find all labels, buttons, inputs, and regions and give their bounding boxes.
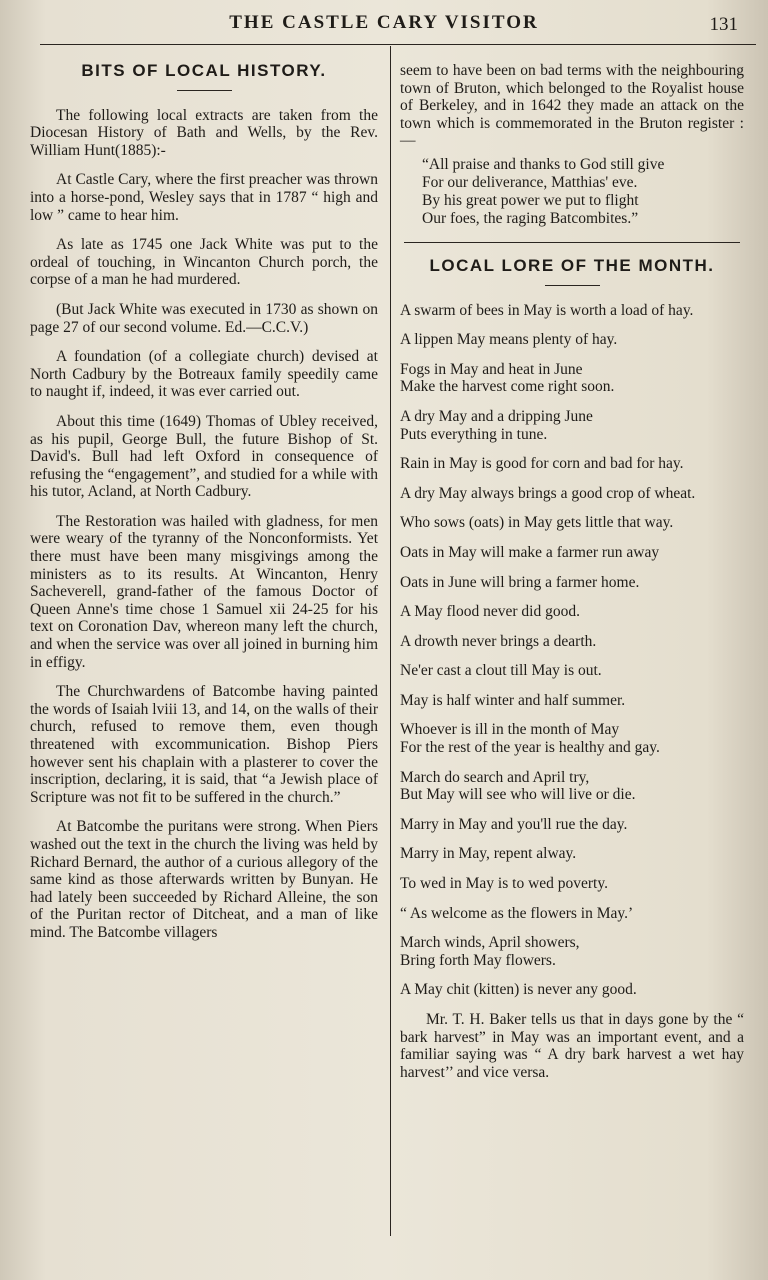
- lore-line: March winds, April showers,: [400, 934, 580, 952]
- lore-line: “ As welcome as the flowers in May.’: [400, 904, 634, 922]
- lore-line: For the rest of the year is healthy and gay.: [400, 739, 660, 757]
- lore-line: Marry in May, repent alway.: [400, 845, 577, 863]
- history-paragraph: The following local extracts are taken from the Diocesan History of Bath and Wells, by the Rev. William Hunt(1885):-: [30, 106, 378, 159]
- lore-saying: [400, 845, 744, 863]
- lore-line: Oats in May will make a farmer run away: [400, 543, 660, 561]
- history-continuation: seem to have been on bad terms with the neighbouring town of Bruton, which belonged to the Royalist house of Berkeley, and in 1642 they made an attack on the town which is commemorated in the Bruton register :—: [400, 62, 744, 150]
- lore-saying: [400, 875, 744, 893]
- lore-saying: [400, 361, 744, 396]
- lore-line: A drowth never brings a dearth.: [400, 632, 597, 650]
- lore-saying: [400, 633, 744, 651]
- lore-line: A May flood never did good.: [400, 603, 580, 621]
- publication-title: THE CASTLE CARY VISITOR: [229, 12, 539, 33]
- lore-line: A dry May always brings a good crop of wheat.: [400, 484, 696, 502]
- verse-line: Our foes, the raging Batcombites.”: [422, 209, 639, 227]
- lore-line: A May chit (kitten) is never any good.: [400, 981, 637, 999]
- left-column: [30, 56, 378, 954]
- lore-saying: [400, 721, 744, 756]
- verse-line: “All praise and thanks to God still give: [422, 155, 665, 173]
- history-paragraph: At Castle Cary, where the first preacher was thrown into a horse-pond, Wesley says that in 1787 “ high and low ” came to hear him.: [30, 171, 378, 224]
- lore-saying: [400, 981, 744, 999]
- lore-line: Who sows (oats) in May gets little that way.: [400, 514, 674, 532]
- lore-line: Rain in May is good for corn and bad for hay.: [400, 455, 684, 473]
- lore-line: Fogs in May and heat in June: [400, 360, 583, 378]
- heading-rule: [545, 285, 600, 286]
- heading-rule: [177, 90, 232, 91]
- lore-line: Puts everything in tune.: [400, 425, 548, 443]
- history-paragraph: At Batcombe the puritans were strong. When Piers washed out the text in the church the living was held by Richard Bernard, the author of a curious allegory of the same kind as those afterwards written by Bunyan. He had lately been succeeded by Richard Alleine, the son of the Puritan rector of Ditcheat, and a man of like mind. The Batcombe villagers: [30, 818, 378, 941]
- section-separator: [404, 242, 740, 243]
- right-column: [400, 62, 744, 1097]
- lore-saying: [400, 816, 744, 834]
- history-paragraph: About this time (1649) Thomas of Ubley received, as his pupil, George Bull, the future Bishop of St. David's. Bull had left Oxford in consequence of refusing the “engagement”, and studied for a while with his tutor, Acland, at North Cadbury.: [30, 412, 378, 501]
- lore-saying: [400, 934, 744, 969]
- closing-paragraph: Mr. T. H. Baker tells us that in days gone by the “ bark harvest” in May was an important event, and a familiar saying was “ A dry bark harvest a wet hay harvest’’ and vice versa.: [400, 1011, 744, 1081]
- lore-saying: [400, 662, 744, 680]
- lore-saying: [400, 769, 744, 804]
- page-number: 131: [709, 14, 738, 35]
- header-rule: [40, 44, 756, 45]
- lore-line: Marry in May and you'll rue the day.: [400, 815, 628, 833]
- verse-line: For our deliverance, Matthias' eve.: [422, 173, 638, 191]
- lore-saying: [400, 514, 744, 532]
- lore-saying: [400, 692, 744, 710]
- history-paragraph: A foundation (of a collegiate church) devised at North Cadbury by the Botreaux family speedily came to naught if, indeed, it was ever carried out.: [30, 348, 378, 401]
- section-heading-local-lore: LOCAL LORE OF THE MONTH.: [429, 255, 715, 275]
- lore-saying: [400, 302, 744, 320]
- lore-saying: [400, 331, 744, 349]
- lore-saying: [400, 905, 744, 923]
- lore-saying: [400, 544, 744, 562]
- lore-line: A dry May and a dripping June: [400, 407, 593, 425]
- lore-line: But May will see who will live or die.: [400, 786, 636, 804]
- lore-line: Oats in June will bring a farmer home.: [400, 573, 640, 591]
- lore-line: Whoever is ill in the month of May: [400, 721, 620, 739]
- verse-line: By his great power we put to flight: [422, 191, 639, 209]
- lore-saying: [400, 603, 744, 621]
- column-divider: [390, 46, 391, 1236]
- lore-line: A swarm of bees in May is worth a load of hay.: [400, 301, 694, 319]
- page-header: [24, 8, 744, 38]
- lore-line: Ne'er cast a clout till May is out.: [400, 662, 602, 680]
- lore-line: Make the harvest come right soon.: [400, 378, 615, 396]
- lore-list: [400, 302, 744, 999]
- history-paragraph: The Restoration was hailed with gladness, for men were weary of the tyranny of the Nonconformists. Yet there must have been many misgivings among the ministers as to its results. At Wincanton, Henry Sacheverell, grand-father of the famous Doctor of Queen Anne's time chose 1 Samuel xii 24-25 for his text on Coronation Dav, whereon many left the church, and when the service was over all joined in burning him in effigy.: [30, 512, 378, 671]
- history-paragraph: As late as 1745 one Jack White was put to the ordeal of touching, in Wincanton Church porch, the corpse of a man he had murdered.: [30, 236, 378, 289]
- history-paragraph: (But Jack White was executed in 1730 as shown on page 27 of our second volume. Ed.—C.C.V.): [30, 300, 378, 336]
- bruton-register-verse: [422, 156, 744, 228]
- lore-line: March do search and April try,: [400, 768, 590, 786]
- lore-line: May is half winter and half summer.: [400, 691, 626, 709]
- lore-saying: [400, 408, 744, 443]
- section-heading-local-history: BITS OF LOCAL HISTORY.: [81, 61, 327, 80]
- lore-saying: [400, 485, 744, 503]
- lore-saying: [400, 455, 744, 473]
- lore-line: To wed in May is to wed poverty.: [400, 875, 608, 893]
- history-paragraph: The Churchwardens of Batcombe having painted the words of Isaiah lviii 13, and 14, on the walls of their church, refused to remove them, even though threatened with excommunication. Bishop Piers however sent his chaplain with a plasterer to cover the inscription, declaring, it is said, that “a Jewish place of Scripture was not fit to be suffered in the church.”: [30, 683, 378, 806]
- lore-saying: [400, 574, 744, 592]
- lore-line: A lippen May means plenty of hay.: [400, 331, 618, 349]
- lore-line: Bring forth May flowers.: [400, 951, 556, 969]
